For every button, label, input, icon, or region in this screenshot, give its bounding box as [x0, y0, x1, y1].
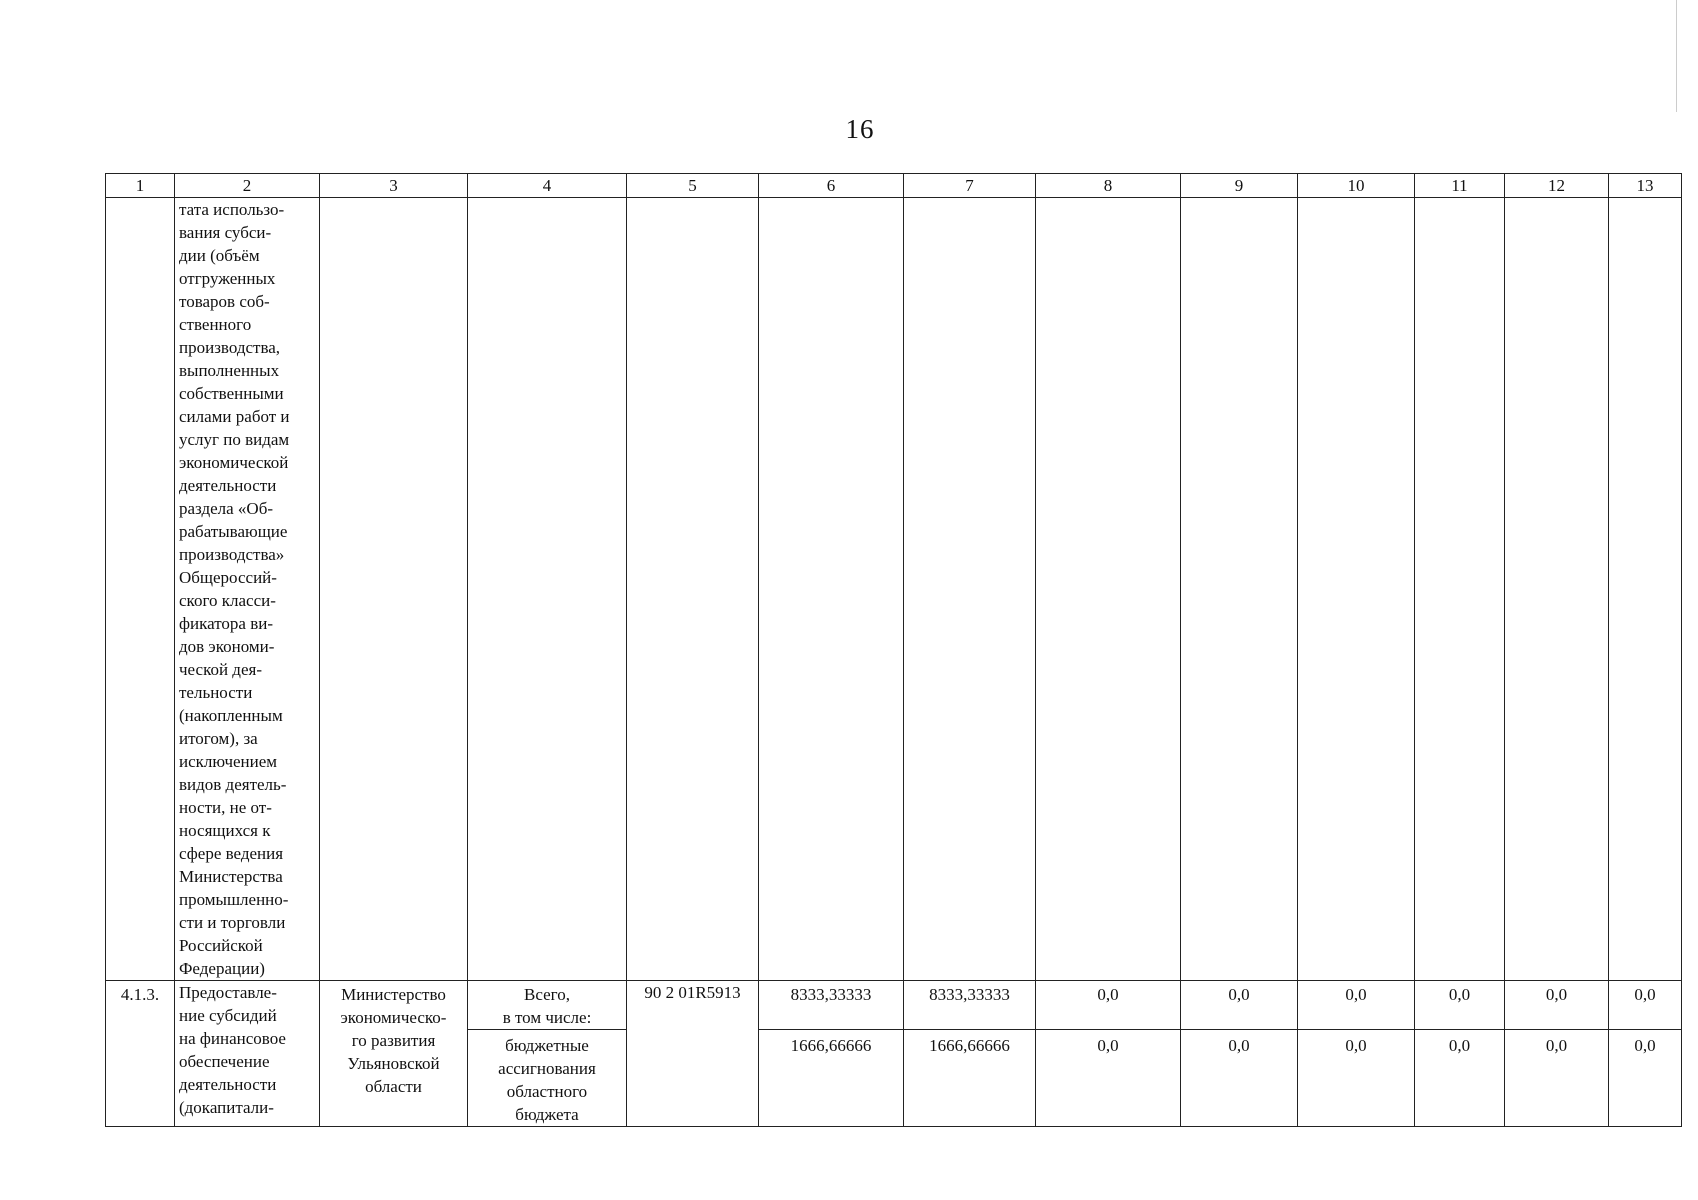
- empty-cell: [1415, 198, 1505, 981]
- column-number: 7: [904, 174, 1036, 198]
- empty-cell: [1181, 198, 1298, 981]
- text-line: товаров соб-: [179, 292, 270, 311]
- value-cell: 0,0: [1609, 1030, 1682, 1127]
- text-line: областного: [506, 1082, 588, 1101]
- row-number: 4.1.3.: [106, 981, 175, 1127]
- empty-cell: [106, 198, 175, 981]
- text-line: Министерство: [341, 985, 446, 1004]
- text-line: тата использо-: [179, 200, 285, 219]
- text-line: отгруженных: [179, 269, 276, 288]
- text-line: ского класси-: [179, 591, 276, 610]
- text-line: фикатора ви-: [179, 614, 274, 633]
- text-line: дов экономи-: [179, 637, 275, 656]
- column-number: 4: [468, 174, 627, 198]
- text-line: сфере ведения: [179, 844, 284, 863]
- text-line: промышленно-: [179, 890, 289, 909]
- text-line: видов деятель-: [179, 775, 287, 794]
- text-line: раздела «Об-: [179, 499, 274, 518]
- text-line: на финансовое: [179, 1029, 286, 1048]
- text-line: итогом), за: [179, 729, 258, 748]
- text-line: дии (объём: [179, 246, 260, 265]
- text-line: бюджета: [515, 1105, 579, 1124]
- text-line: деятельности: [179, 1075, 277, 1094]
- responsible-executor: [320, 981, 468, 1127]
- column-number: 5: [627, 174, 759, 198]
- text-line: Ульяновской: [347, 1054, 440, 1073]
- value-cell: 0,0: [1415, 1030, 1505, 1127]
- empty-cell: [1505, 198, 1609, 981]
- continued-row: [106, 198, 1682, 981]
- value-cell: 8333,33333: [904, 981, 1036, 1030]
- text-line: бюджетные: [505, 1036, 589, 1055]
- empty-cell: [759, 198, 904, 981]
- text-line: производства»: [179, 545, 285, 564]
- text-line: Всего,: [524, 985, 570, 1004]
- text-line: Министерства: [179, 867, 283, 886]
- value-cell: 0,0: [1505, 1030, 1609, 1127]
- empty-cell: [1036, 198, 1181, 981]
- empty-cell: [627, 198, 759, 981]
- text-line: ние субсидий: [179, 1006, 277, 1025]
- value-cell: 0,0: [1036, 1030, 1181, 1127]
- empty-cell: [1298, 198, 1415, 981]
- column-number: 1: [106, 174, 175, 198]
- column-number-header-row: [106, 174, 1682, 198]
- value-cell: 0,0: [1298, 981, 1415, 1030]
- row-413-total: [106, 981, 1682, 1030]
- text-line: вания субси-: [179, 223, 272, 242]
- text-line: области: [365, 1077, 422, 1096]
- continued-description: [175, 198, 320, 981]
- budget-code: 90 2 01R5913: [627, 981, 759, 1127]
- text-line: носящихся к: [179, 821, 271, 840]
- empty-cell: [320, 198, 468, 981]
- text-line: го развития: [351, 1031, 436, 1050]
- text-line: Общероссий-: [179, 568, 277, 587]
- column-number: 8: [1036, 174, 1181, 198]
- budget-table: [105, 173, 1682, 1127]
- column-number: 2: [175, 174, 320, 198]
- value-cell: 0,0: [1036, 981, 1181, 1030]
- text-line: экономической: [179, 453, 289, 472]
- text-line: ственного: [179, 315, 252, 334]
- text-line: услуг по видам: [179, 430, 290, 449]
- value-cell: 0,0: [1181, 1030, 1298, 1127]
- text-line: производства,: [179, 338, 281, 357]
- text-line: ческой дея-: [179, 660, 262, 679]
- text-line: деятельности: [179, 476, 277, 495]
- text-line: Федерации): [179, 959, 265, 978]
- text-line: собственными: [179, 384, 284, 403]
- funding-source: [468, 981, 627, 1030]
- value-cell: 1666,66666: [904, 1030, 1036, 1127]
- row-description: [175, 981, 320, 1127]
- value-cell: 1666,66666: [759, 1030, 904, 1127]
- text-line: (докапитали-: [179, 1098, 274, 1117]
- value-cell: 0,0: [1505, 981, 1609, 1030]
- text-line: сти и торговли: [179, 913, 286, 932]
- text-line: рабатывающие: [179, 522, 288, 541]
- text-line: тельности: [179, 683, 253, 702]
- text-line: (накопленным: [179, 706, 283, 725]
- value-cell: 0,0: [1609, 981, 1682, 1030]
- funding-source: [468, 1030, 627, 1127]
- column-number: 10: [1298, 174, 1415, 198]
- text-line: ности, не от-: [179, 798, 272, 817]
- value-cell: 8333,33333: [759, 981, 904, 1030]
- text-line: Предоставле-: [179, 983, 277, 1002]
- text-line: выполненных: [179, 361, 280, 380]
- text-line: Российской: [179, 936, 263, 955]
- text-line: экономическо-: [340, 1008, 447, 1027]
- value-cell: 0,0: [1298, 1030, 1415, 1127]
- page-edge-mark: [1676, 0, 1677, 112]
- column-number: 12: [1505, 174, 1609, 198]
- page-number: 16: [845, 114, 875, 144]
- empty-cell: [1609, 198, 1682, 981]
- text-line: ассигнования: [498, 1059, 596, 1078]
- column-number: 6: [759, 174, 904, 198]
- column-number: 13: [1609, 174, 1682, 198]
- text-line: исключением: [179, 752, 278, 771]
- value-cell: 0,0: [1181, 981, 1298, 1030]
- text-line: в том числе:: [502, 1008, 592, 1027]
- empty-cell: [468, 198, 627, 981]
- column-number: 3: [320, 174, 468, 198]
- value-cell: 0,0: [1415, 981, 1505, 1030]
- column-number: 9: [1181, 174, 1298, 198]
- text-line: силами работ и: [179, 407, 290, 426]
- column-number: 11: [1415, 174, 1505, 198]
- empty-cell: [904, 198, 1036, 981]
- text-line: обеспечение: [179, 1052, 270, 1071]
